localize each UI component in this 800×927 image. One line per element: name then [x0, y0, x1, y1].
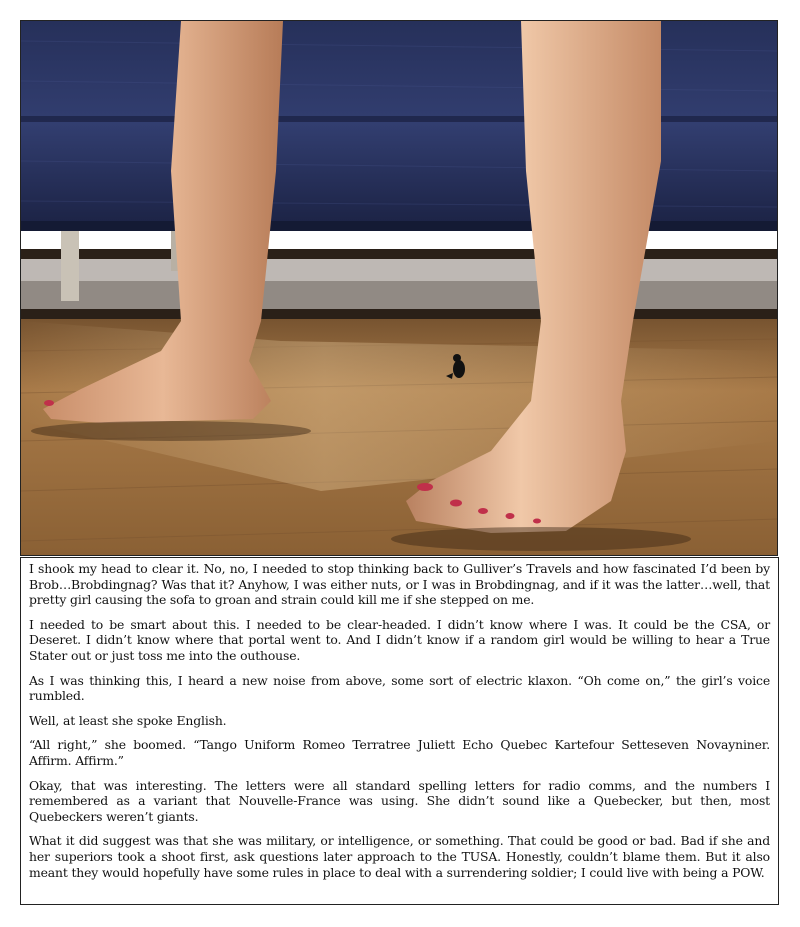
story-paragraph-1: I shook my head to clear it. No, no, I needed to stop thinking back to Gulliver’s Travels and how fascinated I’d been by Brob…Brobdingnag? Was that it? Anyhow, I was either nuts, or I was in Brobdingnag, and if it was the latter…well, that pretty girl causing the sofa to groan and strain could kill me if she stepped on me. — [29, 561, 770, 608]
story-paragraph-7: What it did suggest was that she was military, or intelligence, or something. That could be good or bad. Bad if she and her superiors took a shoot first, ask questions later approach to the TUSA. Honestly, couldn’t blame them. But it also meant they would hopefully have some rules in place to deal with a surrendering soldier; I could live with being a POW. — [29, 833, 770, 880]
story-paragraph-5: “All right,” she boomed. “Tango Uniform Romeo Terratree Juliett Echo Quebec Kartefour Setteseven Novayniner. Affirm. Affirm.” — [29, 737, 770, 768]
story-paragraph-4: Well, at least she spoke English. — [29, 712, 227, 728]
story-paragraph-3: As I was thinking this, I heard a new noise from above, some sort of electric klaxon. “Oh come on,” the girl’s voice rumbled. — [29, 672, 770, 704]
feet-illustration — [21, 21, 778, 556]
story-paragraph-6: Okay, that was interesting. The letters were all standard spelling letters for radio comms, and the numbers I remembered as a variant that Nouvelle-France was using. She didn’t sound like a Quebecker, but then, most Quebeckers weren’t giants. — [29, 777, 770, 824]
story-text-box — [20, 557, 779, 905]
story-paragraph-2: I needed to be smart about this. I needed to be clear-headed. I didn’t know where I was. It could be the CSA, or Deseret. I didn’t know where that portal went to. And I didn’t know if a random girl would be willing to hear a True Stater out or just toss me into the outhouse. — [29, 616, 770, 663]
illustration-panel — [20, 20, 778, 556]
